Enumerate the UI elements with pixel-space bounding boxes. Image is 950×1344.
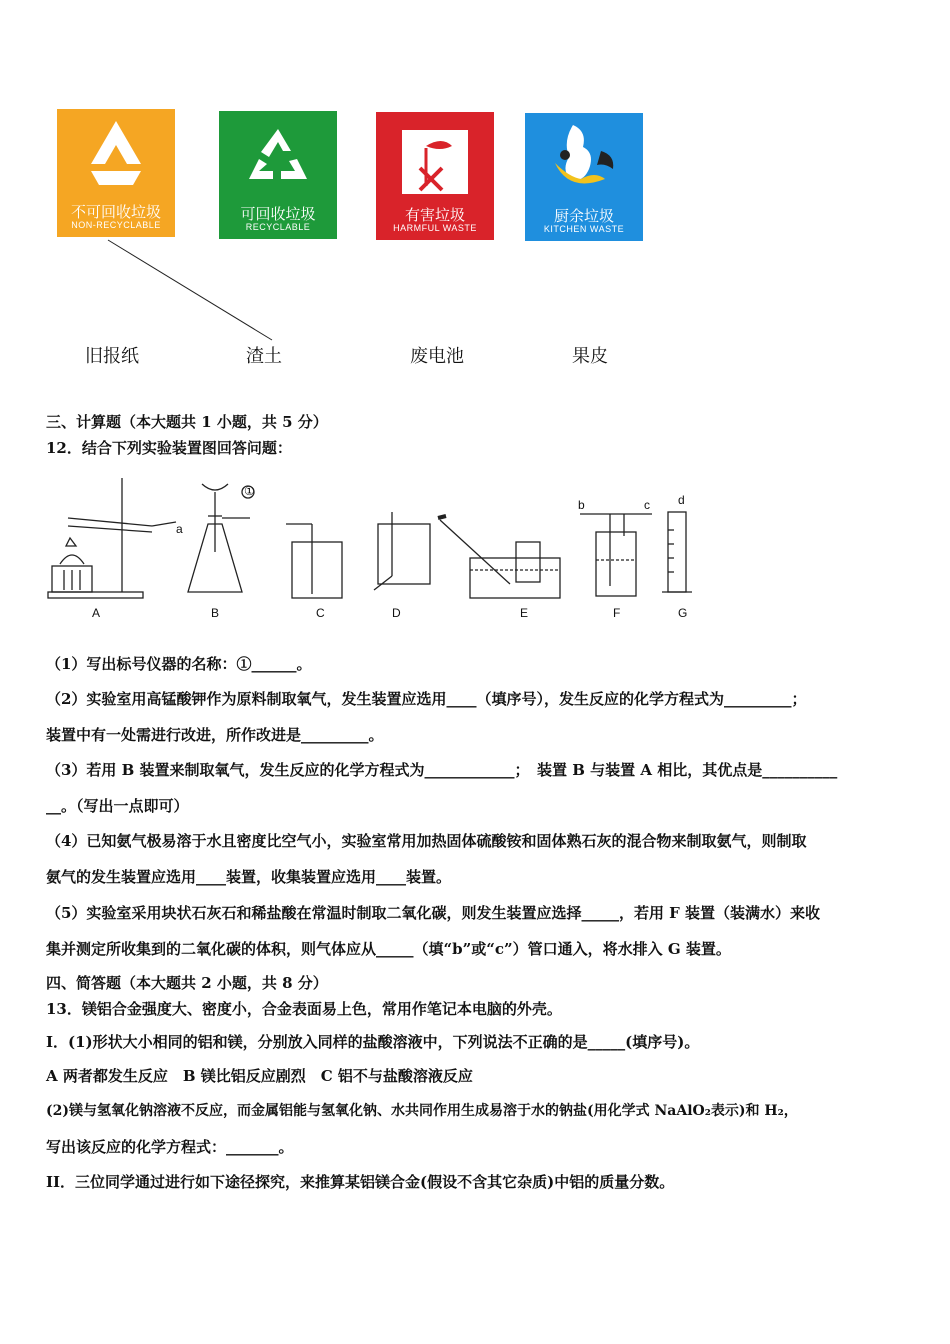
item-dregs-soil: 渣土: [246, 346, 282, 367]
label-b: B: [211, 606, 220, 620]
bin-label-en: RECYCLABLE: [245, 222, 311, 232]
q13-part1: I．(1)形状大小相同的铝和镁，分别放入同样的盐酸溶液中，下列说法不正确的是_____(填序号)。: [46, 1033, 700, 1051]
q12-part2-cont: 装置中有一处需进行改进，所作改进是_________。: [46, 726, 384, 744]
bin-label-en: HARMFUL WASTE: [393, 223, 477, 233]
label-e: E: [520, 606, 529, 620]
bin-label-cn: 不可回收垃圾: [70, 203, 161, 221]
q12-part3-cont: __。（写出一点即可）: [46, 797, 189, 815]
label-a: A: [92, 606, 101, 620]
label-d: D: [392, 606, 401, 620]
item-waste-battery: 废电池: [410, 346, 464, 367]
q12-part5: （5）实验室采用块状石灰石和稀盐酸在常温时制取二氧化碳，则发生装置应选择_____，若用 F 装置（装满水）来收: [46, 904, 821, 922]
q12-part5-cont: 集并测定所收集到的二氧化碳的体积，则气体应从_____（填“b”或“c”）管口通入，将水排入 G 装置。: [46, 940, 731, 958]
q12-part2: （2）实验室用高锰酸钾作为原料制取氧气，发生装置应选用____（填序号），发生反应的化学方程式为_________；: [46, 690, 807, 708]
item-fruit-peel: 果皮: [572, 346, 608, 367]
mark-b: b: [578, 498, 585, 512]
bin-label-cn: 厨余垃圾: [553, 207, 614, 225]
connector-line: [0, 0, 950, 360]
apparatus-e: [438, 516, 560, 598]
label-c: C: [316, 606, 325, 620]
bin-label-en: KITCHEN WASTE: [543, 224, 625, 234]
q13-part2-cont: 写出该反应的化学方程式：_______。: [46, 1138, 294, 1156]
mark-d: d: [678, 493, 685, 507]
apparatus-g: [662, 512, 692, 592]
mark-a: a: [176, 522, 183, 536]
apparatus-f: [580, 514, 652, 596]
bin-label-cn: 可回收垃圾: [240, 205, 316, 223]
q12-part3: （3）若用 B 装置来制取氧气，发生反应的化学方程式为____________； 装置 B 与装置 A 相比，其优点是__________: [46, 761, 838, 779]
apparatus-d: [374, 512, 430, 590]
q13-stem: 13．镁铝合金强度大、密度小，合金表面易上色，常用作笔记本电脑的外壳。: [46, 1000, 562, 1018]
apparatus-c: [286, 524, 342, 598]
apparatus-figure: [40, 474, 720, 606]
item-old-newspaper: 旧报纸: [85, 346, 139, 367]
q13-part-ii: II．三位同学通过进行如下途径探究，来推算某铝镁合金(假设不含其它杂质)中铝的质量分数。: [46, 1173, 675, 1191]
q12-stem: 12．结合下列实验装置图回答问题：: [46, 439, 292, 457]
q13-options: A 两者都发生反应 B 镁比铝反应剧烈 C 铝不与盐酸溶液反应: [46, 1067, 473, 1085]
section4-title: 四、简答题（本大题共 2 小题，共 8 分）: [46, 974, 328, 992]
mark-c: c: [644, 498, 650, 512]
q13-part2: (2)镁与氢氧化钠溶液不反应，而金属铝能与氢氧化钠、水共同作用生成易溶于水的钠盐(用化学式 NaAlO₂表示)和 H₂，: [46, 1103, 798, 1119]
mark-1: ①: [244, 484, 255, 498]
section3-title: 三、计算题（本大题共 1 小题，共 5 分）: [46, 413, 328, 431]
q12-part4-cont: 氨气的发生装置应选用____装置，收集装置应选用____装置。: [46, 868, 452, 886]
q12-part1: （1）写出标号仪器的名称：①______。: [46, 655, 312, 673]
bin-label-cn: 有害垃圾: [404, 206, 465, 224]
label-f: F: [613, 606, 621, 620]
apparatus-b: [188, 484, 254, 592]
label-g: G: [678, 606, 688, 620]
q12-part4: （4）已知氨气极易溶于水且密度比空气小，实验室常用加热固体硫酸铵和固体熟石灰的混合物来制取氨气，则制取: [46, 832, 807, 850]
apparatus-a: [48, 478, 176, 598]
bin-label-en: NON-RECYCLABLE: [71, 220, 161, 230]
